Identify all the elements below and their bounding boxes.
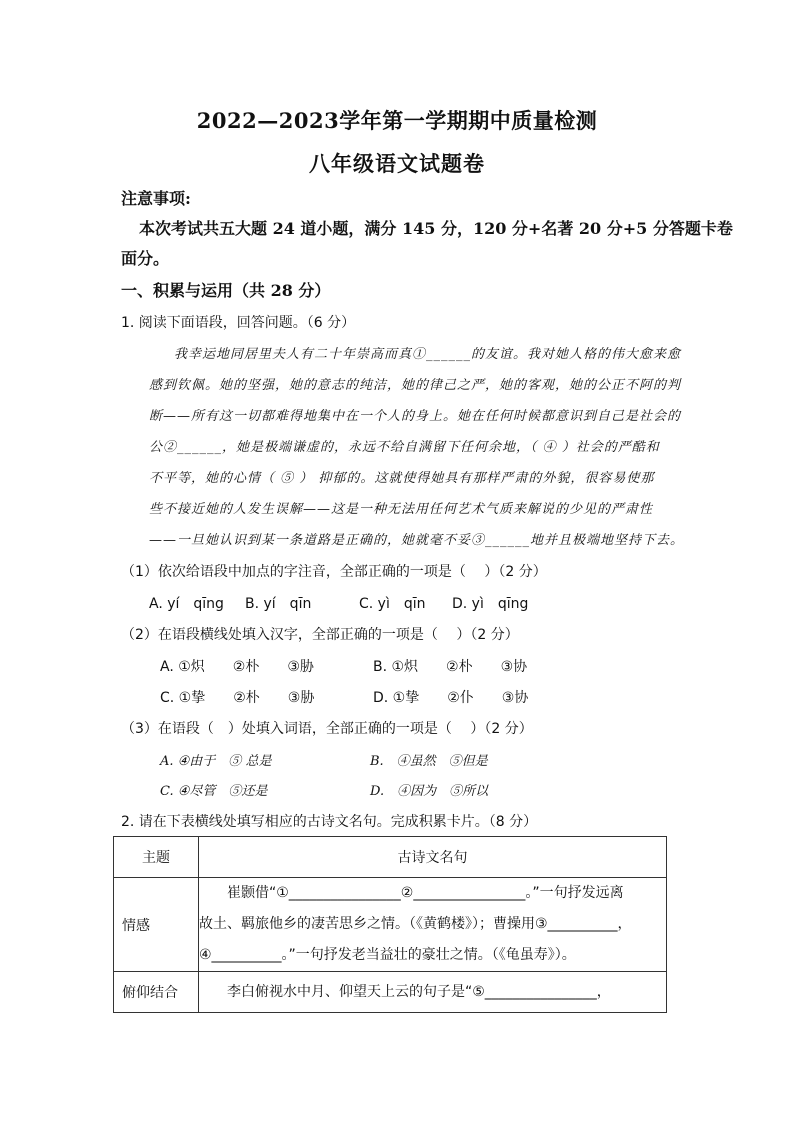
sub3-option-d: D. ④因为 ⑤所以 xyxy=(370,784,489,799)
sub1-option-c: C. yì qīn xyxy=(359,596,426,612)
sub-question-2-stem: （2）在语段横线处填入汉字，全部正确的一项是（ ）（2 分） xyxy=(121,627,519,643)
notice-heading: 注意事项: xyxy=(121,189,191,208)
sub2-option-d: D. ①挚 ②仆 ③协 xyxy=(373,690,529,706)
table-header-lines: 古诗文名句 xyxy=(199,837,667,878)
sub1-option-a: A. yí qīng xyxy=(149,596,224,612)
poem-line: 故土、羁旅他乡的凄苦思乡之情。（《黄鹤楼》）；曹操用③__________， xyxy=(199,916,632,932)
accumulation-card-table xyxy=(113,836,667,1013)
notice-line-1: 本次考试共五大题 24 道小题，满分 145 分，120 分+名著 20 分+5 分答题卡卷 xyxy=(139,219,733,238)
sub2-option-c: C. ①挚 ②朴 ③胁 xyxy=(160,690,315,706)
passage-line-2: 感到钦佩。她的坚强，她的意志的纯洁，她的律己之严，她的客观，她的公正不阿的判 xyxy=(149,378,682,393)
table-header-row xyxy=(114,837,667,878)
row-topic-fuyang: 俯仰结合 xyxy=(114,972,199,1013)
row-lines-fuyang xyxy=(199,972,667,1013)
passage-line-6: 些不接近她的人发生误解——这是一种无法用任何艺术气质来解说的少见的严肃性 xyxy=(149,502,654,517)
sub-question-3-stem: （3）在语段（ ）处填入词语，全部正确的一项是（ ）（2 分） xyxy=(121,721,533,737)
notice-line-2: 面分。 xyxy=(121,249,170,268)
passage-line-5: 不平等，她的心情（ ⑤ ） 抑郁的。这就使得她具有那样严肃的外貌，很容易使那 xyxy=(149,471,655,486)
sub2-option-b: B. ①炽 ②朴 ③协 xyxy=(373,659,528,675)
poem-line: ④__________。”一句抒发老当益壮的豪壮之情。（《龟虽寿》）。 xyxy=(199,947,576,963)
sub1-option-d: D. yì qīng xyxy=(452,596,529,612)
sub3-option-a: A. ④由于 ⑤ 总是 xyxy=(160,754,272,769)
table-header-topic: 主题 xyxy=(114,837,199,878)
sub-question-1-stem: （1）依次给语段中加点的字注音，全部正确的一项是（ ）（2 分） xyxy=(121,564,547,580)
poem-line: 李白俯视水中月、仰望天上云的句子是“⑤________________， xyxy=(227,984,611,1000)
table-row xyxy=(114,878,667,972)
passage-line-3: 断——所有这一切都难得地集中在一个人的身上。她在任何时候都意识到自己是社会的 xyxy=(149,409,682,424)
row-topic-emotion: 情感 xyxy=(114,878,199,972)
exam-title: 2022—2023学年第一学期期中质量检测 xyxy=(196,108,598,133)
exam-subtitle: 八年级语文试题卷 xyxy=(309,151,485,176)
passage-line-7: ——一旦她认识到某一条道路是正确的，她就毫不妥③______地并且极端地坚持下去。 xyxy=(149,533,685,548)
passage-line-1: 我幸运地同居里夫人有二十年崇高而真①______的友谊。我对她人格的伟大愈来愈 xyxy=(174,347,682,362)
sub1-option-b: B. yí qīn xyxy=(245,596,312,612)
question-2-stem: 2. 请在下表横线处填写相应的古诗文名句。完成积累卡片。（8 分） xyxy=(121,814,538,830)
question-1-stem: 1. 阅读下面语段，回答问题。（6 分） xyxy=(121,315,356,331)
poem-line: 崔颢借“①________________②________________。”一句抒发远离 xyxy=(227,885,624,901)
row-lines-emotion xyxy=(199,878,667,972)
table-row xyxy=(114,972,667,1013)
sub3-option-b: B. ④虽然 ⑤但是 xyxy=(370,754,488,769)
sub2-option-a: A. ①炽 ②朴 ③胁 xyxy=(160,659,314,675)
sub3-option-c: C. ④尽管 ⑤还是 xyxy=(160,784,268,799)
passage-line-4: 公②______，她是极端谦虚的，永远不给自满留下任何余地，（ ④ ）社会的严酷和 xyxy=(149,440,660,455)
section-1-heading: 一、积累与运用（共 28 分） xyxy=(121,281,331,300)
